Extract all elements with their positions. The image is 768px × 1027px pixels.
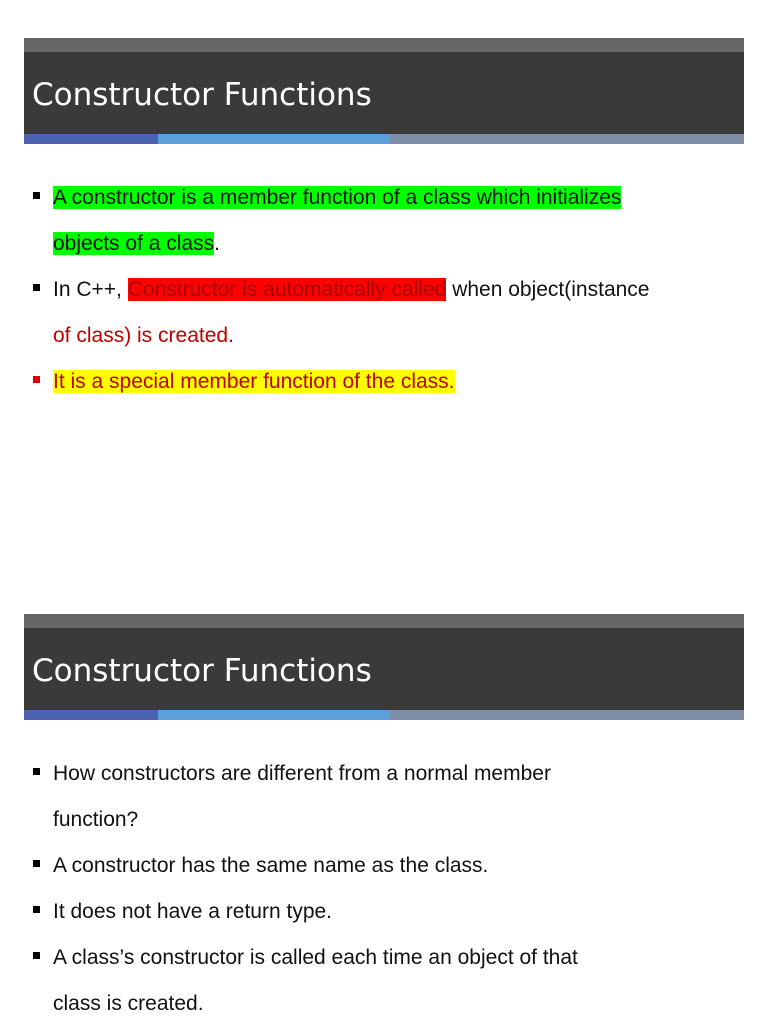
- highlighted-text: It is a special member function of the class.: [53, 370, 455, 393]
- bullet-text: when object(instance: [446, 278, 650, 301]
- bullet-text: A class’s constructor is called each time an object of that: [53, 946, 578, 969]
- title-bar: [24, 52, 744, 134]
- square-bullet-icon: [33, 376, 40, 383]
- square-bullet-icon: [33, 768, 40, 775]
- bullet-item: [33, 935, 733, 1027]
- slide-title: Constructor Functions: [32, 653, 372, 689]
- bullet-item: [33, 843, 733, 889]
- bullet-item: [33, 359, 733, 405]
- accent-stripe-gray: [389, 710, 744, 720]
- bullet-text: .: [214, 232, 220, 255]
- square-bullet-icon: [33, 860, 40, 867]
- bullet-text: function?: [53, 808, 139, 831]
- title-top-strip: [24, 614, 744, 628]
- bullet-item: [33, 751, 733, 843]
- bullet-text: It does not have a return type.: [53, 900, 333, 923]
- square-bullet-icon: [33, 952, 40, 959]
- bullet-item: [33, 267, 733, 359]
- slide-title: Constructor Functions: [32, 77, 372, 113]
- accent-stripe-light-blue: [158, 134, 389, 144]
- accent-stripe-blue: [24, 134, 158, 144]
- bullet-item: [33, 175, 733, 267]
- bullet-list: [33, 751, 733, 1027]
- highlighted-text: Constructor is automatically called: [127, 278, 447, 301]
- highlighted-text: A constructor is a member function of a class which initializes: [53, 186, 622, 209]
- square-bullet-icon: [33, 284, 40, 291]
- accent-stripe-blue: [24, 710, 158, 720]
- bullet-text: class is created.: [53, 992, 204, 1015]
- square-bullet-icon: [33, 906, 40, 913]
- title-top-strip: [24, 38, 744, 52]
- accent-stripe-light-blue: [158, 710, 389, 720]
- bullet-text: A constructor has the same name as the class.: [53, 854, 489, 877]
- bullet-text: In C++,: [53, 278, 128, 301]
- bullet-text: of class) is created.: [53, 324, 234, 347]
- bullet-item: [33, 889, 733, 935]
- bullet-list: [33, 175, 733, 405]
- accent-stripe-gray: [389, 134, 744, 144]
- square-bullet-icon: [33, 192, 40, 199]
- title-bar: [24, 628, 744, 710]
- highlighted-text: objects of a class: [53, 232, 215, 255]
- bullet-text: How constructors are different from a normal member: [53, 762, 551, 785]
